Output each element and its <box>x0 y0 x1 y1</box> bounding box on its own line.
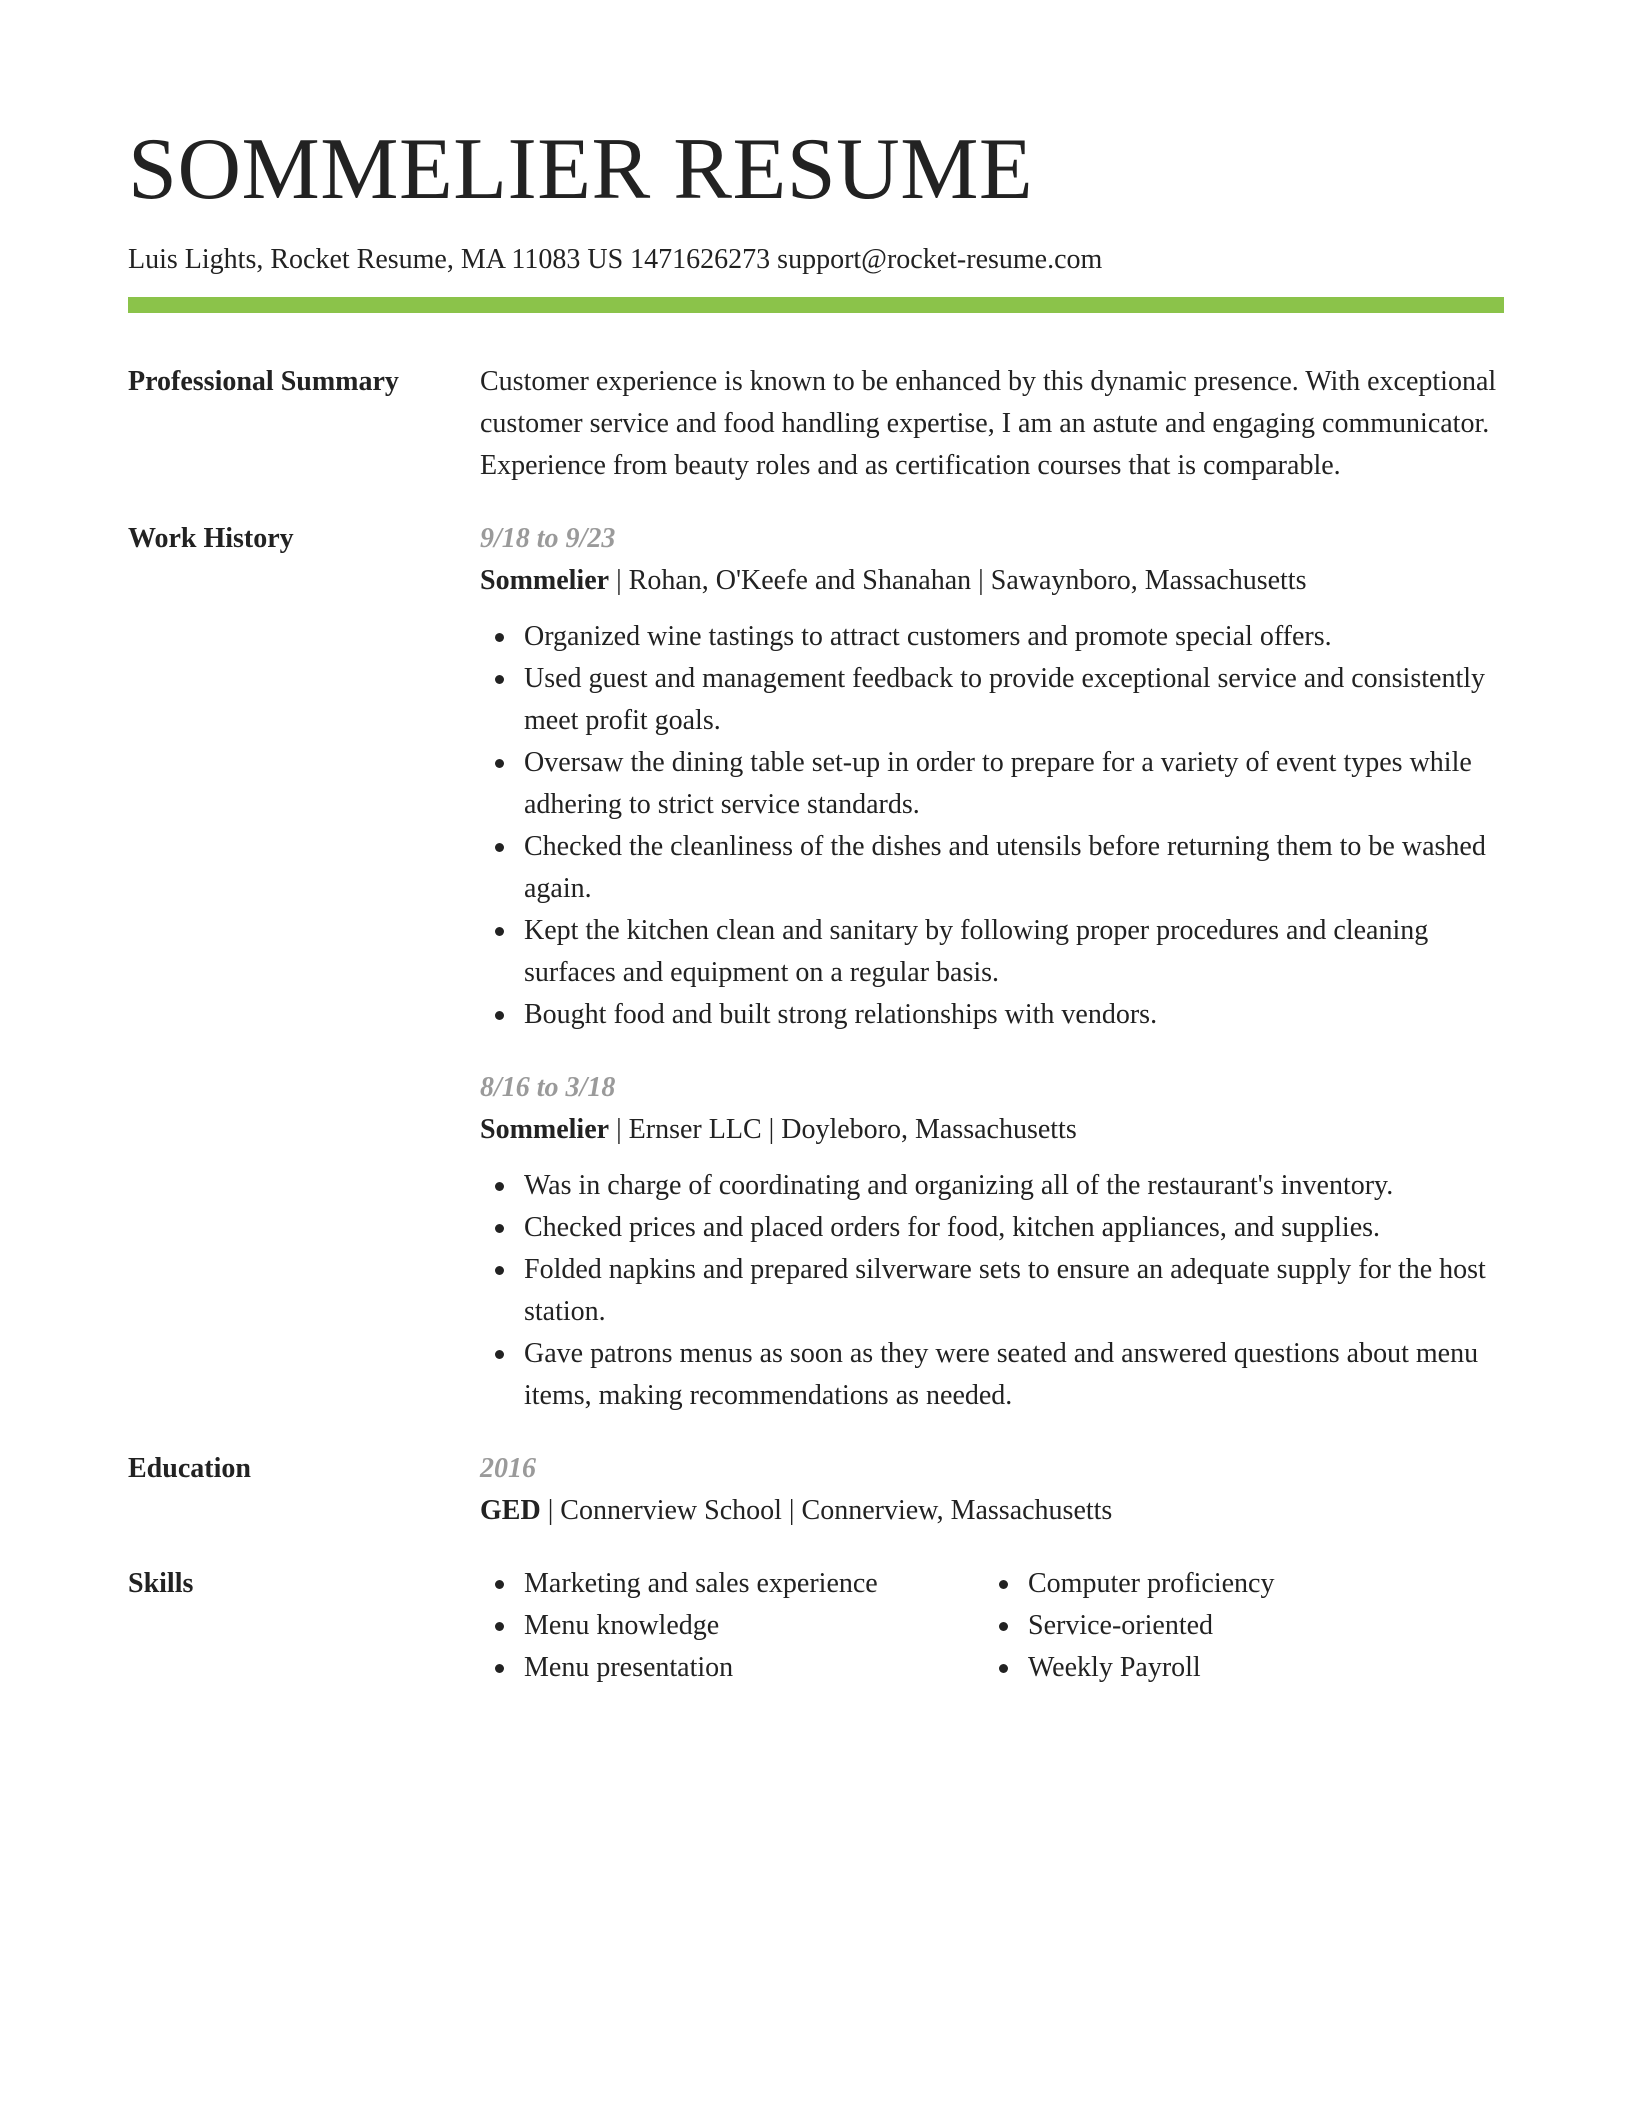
work-history-section <box>128 518 1504 1417</box>
summary-body <box>480 361 1504 487</box>
list-item: Marketing and sales experience <box>480 1563 984 1605</box>
skills-section <box>128 1563 1504 1689</box>
job-duties-list <box>480 1165 1504 1417</box>
list-item: Oversaw the dining table set-up in order to prepare for a variety of event types while adhering to strict service standards. <box>480 742 1504 826</box>
summary-heading: Professional Summary <box>128 366 399 397</box>
list-item: Service-oriented <box>984 1605 1488 1647</box>
job-title-line <box>480 560 1504 602</box>
work-history-body <box>480 518 1504 1417</box>
work-history-heading: Work History <box>128 523 294 554</box>
skills-body <box>480 1563 1504 1689</box>
education-details: | Connerview School | Connerview, Massachusetts <box>540 1495 1113 1526</box>
education-heading: Education <box>128 1453 251 1484</box>
list-item: Weekly Payroll <box>984 1647 1488 1689</box>
job-duties-list <box>480 616 1504 1036</box>
education-degree: GED <box>480 1495 541 1526</box>
job-role: Sommelier <box>480 1114 610 1145</box>
education-date: 2016 <box>480 1453 536 1484</box>
resume-title: SOMMELIER RESUME <box>128 121 1034 218</box>
list-item: Computer proficiency <box>984 1563 1488 1605</box>
list-item: Folded napkins and prepared silverware sets to ensure an adequate supply for the host station. <box>480 1249 1504 1333</box>
education-line <box>480 1490 1504 1532</box>
job-role: Sommelier <box>480 565 610 596</box>
summary-section <box>128 361 1504 487</box>
job-entry <box>480 1067 1504 1417</box>
list-item: Menu presentation <box>480 1647 984 1689</box>
list-item: Menu knowledge <box>480 1605 984 1647</box>
contact-line: Luis Lights, Rocket Resume, MA 11083 US 1471626273 support@rocket-resume.com <box>128 244 1103 275</box>
summary-text: Customer experience is known to be enhanced by this dynamic presence. With exceptional customer service and food handling expertise, I am an astute and engaging communicator. Experience from beauty roles and as certification courses that is comparable. <box>480 366 1497 481</box>
job-dates: 8/16 to 3/18 <box>480 1072 616 1103</box>
job-details: | Ernser LLC | Doyleboro, Massachusetts <box>609 1114 1077 1145</box>
education-section <box>128 1448 1504 1532</box>
list-item: Kept the kitchen clean and sanitary by following proper procedures and cleaning surfaces and equipment on a regular basis. <box>480 910 1504 994</box>
list-item: Checked the cleanliness of the dishes and utensils before returning them to be washed again. <box>480 826 1504 910</box>
list-item: Checked prices and placed orders for food, kitchen appliances, and supplies. <box>480 1207 1504 1249</box>
list-item: Organized wine tastings to attract customers and promote special offers. <box>480 616 1504 658</box>
job-dates: 9/18 to 9/23 <box>480 523 616 554</box>
skills-list-right <box>984 1563 1488 1689</box>
job-details: | Rohan, O'Keefe and Shanahan | Sawaynboro, Massachusetts <box>609 565 1307 596</box>
resume-page <box>128 0 1504 1689</box>
job-title-line <box>480 1109 1504 1151</box>
job-entry <box>480 518 1504 1036</box>
list-item: Was in charge of coordinating and organizing all of the restaurant's inventory. <box>480 1165 1504 1207</box>
skills-grid <box>480 1563 1504 1689</box>
list-item: Bought food and built strong relationships with vendors. <box>480 994 1504 1036</box>
header-divider <box>128 297 1504 313</box>
skills-heading: Skills <box>128 1568 194 1599</box>
skills-list-left <box>480 1563 984 1689</box>
list-item: Gave patrons menus as soon as they were seated and answered questions about menu items, making recommendations as needed. <box>480 1333 1504 1417</box>
education-body <box>480 1448 1504 1532</box>
list-item: Used guest and management feedback to provide exceptional service and consistently meet profit goals. <box>480 658 1504 742</box>
